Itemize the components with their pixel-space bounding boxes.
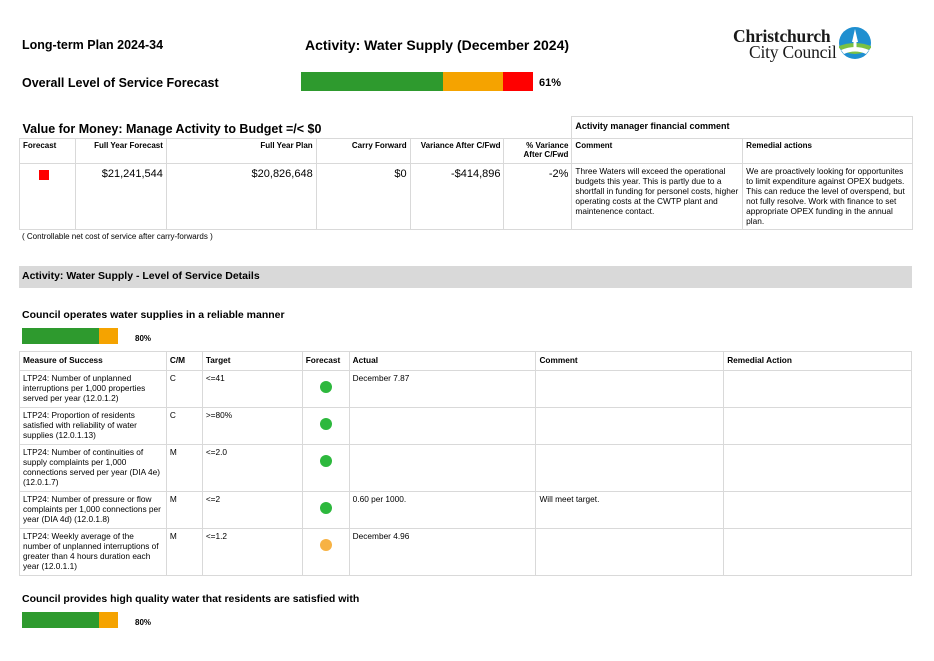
forecast-cell (302, 371, 349, 408)
cm-cell: M (166, 492, 202, 529)
forecast-cell (302, 445, 349, 492)
financial-comment: Three Waters will exceed the operational budgets this year. This is partly due to a shortfall in funding for personel costs, higher operating costs at the CWTP plant and maintenence contact. (572, 163, 743, 229)
remedial-cell (724, 371, 912, 408)
forecast-cell (302, 408, 349, 445)
measure-cell: LTP24: Number of unplanned interruptions per 1,000 properties served per year (12.0.1.2) (20, 371, 167, 408)
remedial-cell (724, 445, 912, 492)
full-year-plan-value: $20,826,648 (166, 163, 316, 229)
logo-line2: City Council (749, 42, 837, 62)
cm-cell: M (166, 445, 202, 492)
los-header-cm: C/M (166, 352, 202, 371)
measure-cell: LTP24: Number of pressure or flow complaints per 1,000 connections per year (DIA 4d) (12.0.1.8) (20, 492, 167, 529)
table-row (20, 445, 912, 492)
value-for-money-table (19, 116, 913, 230)
actual-cell: 0.60 per 1000. (349, 492, 536, 529)
los-section-title: Activity: Water Supply - Level of Service Details (22, 270, 260, 282)
vfm-title: Value for Money: Manage Activity to Budget =/< $0 (20, 117, 572, 139)
vfm-header-carry-forward: Carry Forward (316, 138, 410, 163)
group-title-reliable-supply: Council operates water supplies in a reliable manner (22, 309, 285, 321)
overall-bar-green (301, 72, 443, 91)
vfm-header-comment: Comment (572, 138, 743, 163)
comment-cell (536, 445, 724, 492)
overall-los-label: Overall Level of Service Forecast (22, 76, 219, 90)
level-of-service-table (19, 351, 912, 576)
forecast-red-indicator (39, 170, 49, 180)
los-header-measure: Measure of Success (20, 352, 167, 371)
forecast-status-dot (320, 502, 332, 514)
measure-cell: LTP24: Weekly average of the number of unplanned interruptions of greater than 4 hours duration each year (12.0.1.1) (20, 529, 167, 576)
logo-line1: Christchurch (733, 26, 831, 46)
cm-cell: C (166, 408, 202, 445)
actual-cell: December 7.87 (349, 371, 536, 408)
plan-title: Long-term Plan 2024-34 (22, 38, 164, 52)
group1-bar-green (22, 328, 99, 344)
vfm-header-forecast: Forecast (20, 138, 76, 163)
pct-variance-value: -2% (504, 163, 572, 229)
vfm-header-remedial: Remedial actions (743, 138, 913, 163)
measure-cell: LTP24: Proportion of residents satisfied with reliability of water supplies (12.0.1.13) (20, 408, 167, 445)
forecast-status-dot (320, 539, 332, 551)
forecast-status-dot (320, 381, 332, 393)
los-header-forecast: Forecast (302, 352, 349, 371)
vfm-footnote: ( Controllable net cost of service after carry-forwards ) (22, 232, 213, 241)
actual-cell (349, 445, 536, 492)
overall-los-percent: 61% (539, 77, 562, 89)
comment-cell (536, 529, 724, 576)
los-header-target: Target (202, 352, 302, 371)
forecast-status-dot (320, 418, 332, 430)
los-header-actual: Actual (349, 352, 536, 371)
target-cell: <=2.0 (202, 445, 302, 492)
cathedral-logo-icon (838, 26, 872, 60)
actual-cell: December 4.96 (349, 529, 536, 576)
forecast-status-dot (320, 455, 332, 467)
council-logo (733, 26, 878, 62)
measure-cell: LTP24: Number of continuities of supply complaints per 1,000 connections served per year (DIA 4e) (12.0.1.7) (20, 445, 167, 492)
los-header-remedial: Remedial Action (724, 352, 912, 371)
group2-bar-amber (99, 612, 118, 628)
target-cell: >=80% (202, 408, 302, 445)
vfm-header-variance: Variance After C/Fwd (410, 138, 504, 163)
actual-cell (349, 408, 536, 445)
group-title-water-quality: Council provides high quality water that residents are satisfied with (22, 593, 360, 605)
carry-forward-value: $0 (316, 163, 410, 229)
financial-comment-header: Activity manager financial comment (572, 117, 913, 139)
overall-bar-red (503, 72, 533, 91)
group2-bar-green (22, 612, 99, 628)
forecast-cell (302, 492, 349, 529)
overall-bar-amber (443, 72, 503, 91)
los-header-comment: Comment (536, 352, 724, 371)
comment-cell (536, 408, 724, 445)
group-reliable-supply-bar (22, 328, 118, 344)
remedial-cell (724, 408, 912, 445)
group-water-quality-percent: 80% (135, 618, 152, 627)
target-cell: <=1.2 (202, 529, 302, 576)
comment-cell (536, 371, 724, 408)
forecast-cell (302, 529, 349, 576)
vfm-header-pct-variance: % Variance After C/Fwd (504, 138, 572, 163)
vfm-header-full-year-plan: Full Year Plan (166, 138, 316, 163)
activity-title: Activity: Water Supply (December 2024) (305, 37, 570, 53)
vfm-header-full-year-forecast: Full Year Forecast (75, 138, 166, 163)
remedial-actions: We are proactively looking for opportunites to limit expenditure against OPEX budgets. This can reduce the level of overspend, but not fully resolve. Work with finance to set appropriate OPEX funding in the annual plan. (743, 163, 913, 229)
table-row (20, 408, 912, 445)
table-row (20, 371, 912, 408)
cm-cell: C (166, 371, 202, 408)
target-cell: <=2 (202, 492, 302, 529)
remedial-cell (724, 529, 912, 576)
overall-los-bar (301, 72, 533, 91)
vfm-forecast-cell (20, 163, 76, 229)
comment-cell: Will meet target. (536, 492, 724, 529)
remedial-cell (724, 492, 912, 529)
group-water-quality-bar (22, 612, 118, 628)
variance-value: -$414,896 (410, 163, 504, 229)
table-row (20, 529, 912, 576)
full-year-forecast-value: $21,241,544 (75, 163, 166, 229)
table-row (20, 492, 912, 529)
group-reliable-supply-percent: 80% (135, 334, 152, 343)
target-cell: <=41 (202, 371, 302, 408)
group1-bar-amber (99, 328, 118, 344)
cm-cell: M (166, 529, 202, 576)
